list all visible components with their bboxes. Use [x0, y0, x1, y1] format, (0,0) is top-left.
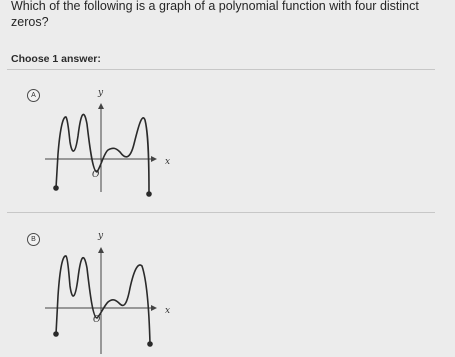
y-axis-label: y — [98, 231, 104, 241]
polynomial-curve — [56, 256, 150, 344]
x-axis-arrow — [151, 156, 157, 162]
option-b-graph[interactable] — [40, 226, 180, 356]
endpoint-left — [53, 185, 59, 191]
x-axis-label: x — [165, 157, 171, 167]
divider — [7, 69, 435, 70]
option-b-button[interactable]: B — [27, 233, 40, 246]
y-axis-label: y — [98, 88, 104, 98]
option-a-button[interactable]: A — [27, 89, 40, 102]
origin-label: O — [92, 170, 100, 180]
endpoint-right — [147, 341, 153, 347]
question-text: Which of the following is a graph of a polynomial function with four distinct zeros? — [11, 0, 419, 29]
y-axis-arrow — [98, 247, 104, 253]
endpoint-left — [53, 331, 59, 337]
origin-label: O — [93, 315, 101, 325]
endpoint-right — [146, 191, 152, 197]
divider — [7, 212, 435, 213]
x-axis-arrow — [151, 305, 157, 311]
polynomial-curve — [56, 114, 149, 194]
option-a-graph[interactable] — [40, 84, 180, 209]
choose-instruction: Choose 1 answer: — [11, 53, 101, 65]
y-axis-arrow — [98, 103, 104, 109]
x-axis-label: x — [165, 306, 171, 316]
